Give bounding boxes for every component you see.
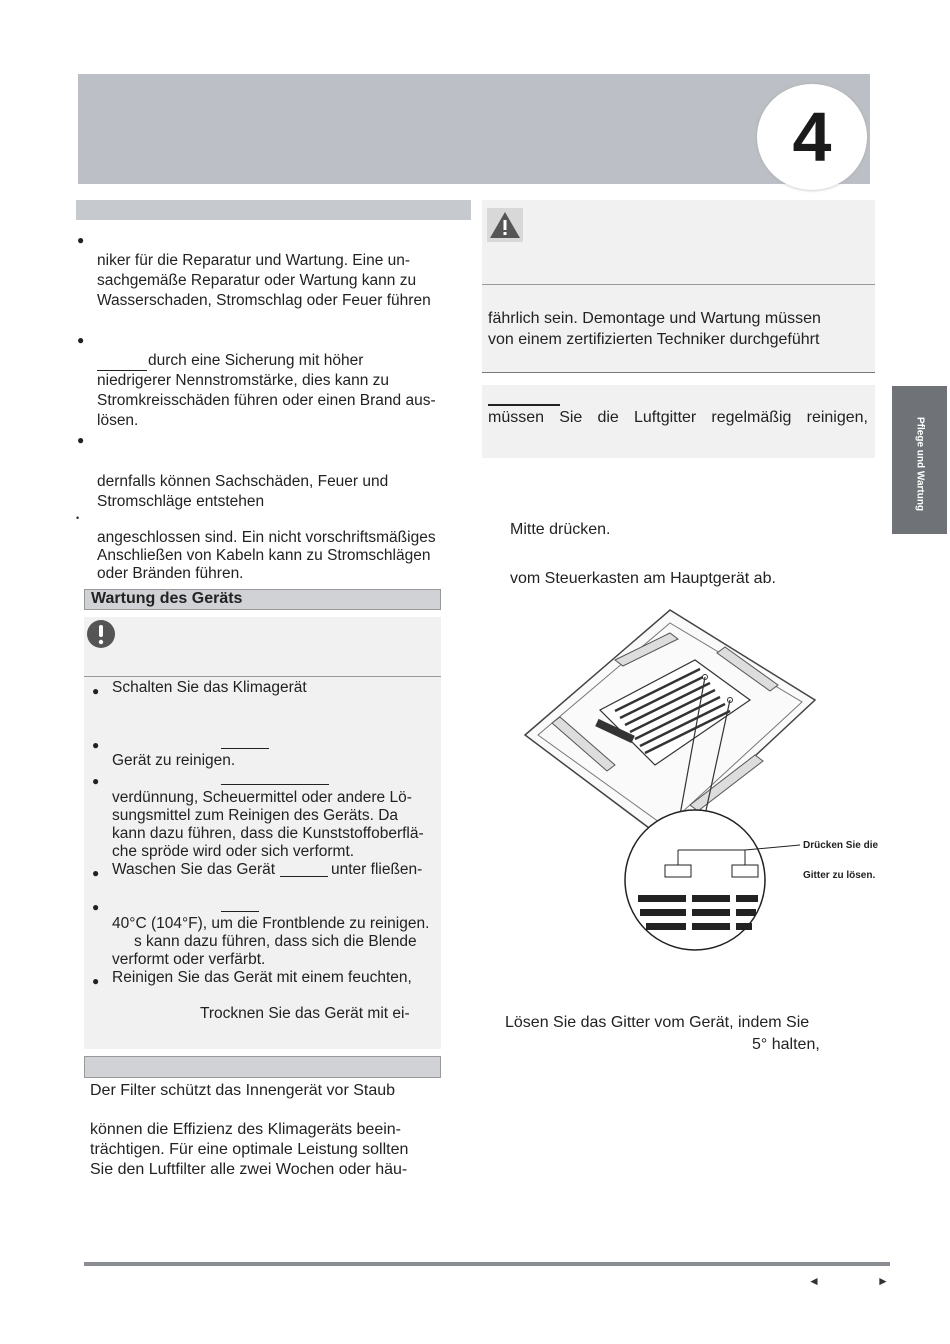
filter-line: trächtigen. Für eine optimale Leistung sollten <box>90 1141 409 1158</box>
bullet-dot: ● <box>77 233 85 247</box>
side-section-tab-label: Pflege und Wartung <box>914 416 926 512</box>
text-line: niedrigerer Nennstromstärke, dies kann zu <box>97 372 390 389</box>
bullet-dot: • <box>76 513 80 523</box>
underline-mark <box>488 404 560 406</box>
chapter-number: 4 <box>757 84 867 190</box>
bullet-dot: ● <box>92 684 100 698</box>
step-text: Lösen Sie das Gitter vom Gerät, indem Sie <box>505 1014 810 1031</box>
filter-line: können die Effizienz des Klimageräts beein- <box>90 1121 401 1138</box>
text-line: niker für die Reparatur und Wartung. Eine un- <box>97 252 411 269</box>
filter-heading-bar <box>84 1056 441 1078</box>
maintenance-line: unter fließen- <box>331 861 423 878</box>
footer-rule <box>84 1262 890 1266</box>
underline-mark <box>280 876 328 877</box>
text-line: angeschlossen sind. Ein nicht vorschriftsmäßiges <box>97 529 436 546</box>
underline-mark <box>221 911 259 912</box>
diagram-callout: Drücken Sie die <box>803 840 879 851</box>
next-page-icon[interactable]: ► <box>877 1274 889 1288</box>
filter-line: Sie den Luftfilter alle zwei Wochen oder häu- <box>90 1161 408 1178</box>
diagram-callout: Gitter zu lösen. <box>803 870 876 881</box>
bullet-dot: ● <box>92 974 100 988</box>
maintenance-line: verformt oder verfärbt. <box>112 951 266 968</box>
maintenance-line: kann dazu führen, dass die Kunststoffoberflä- <box>112 825 424 842</box>
maintenance-title: Wartung des Geräts <box>84 589 441 610</box>
maintenance-line: s kann dazu führen, dass sich die Blende <box>134 933 417 950</box>
text-line: lösen. <box>97 412 139 429</box>
info-icon <box>86 619 116 654</box>
step-text: Mitte drücken. <box>510 521 611 538</box>
step-text: vom Steuerkasten am Hauptgerät ab. <box>510 570 776 587</box>
cassette-diagram <box>520 605 820 955</box>
section-heading-bar <box>76 200 471 220</box>
underline-mark <box>221 784 329 785</box>
bullet-dot: ● <box>77 333 85 347</box>
note-line: müssen Sie die Luftgitter regelmäßig reinigen, <box>488 409 868 426</box>
warning-line: von einem zertifizierten Techniker durchgeführt <box>488 331 820 348</box>
step-text: 5° halten, <box>752 1036 820 1053</box>
bullet-dot: ● <box>92 774 100 788</box>
maintenance-line: Schalten Sie das Klimagerät <box>112 679 307 696</box>
previous-page-icon[interactable]: ◄ <box>808 1274 820 1288</box>
text-line: Stromschläge entstehen <box>97 493 265 510</box>
maintenance-line: verdünnung, Scheuermittel oder andere Lö- <box>112 789 412 806</box>
maintenance-line: che spröde wird oder sich verformt. <box>112 843 355 860</box>
text-line: dernfalls können Sachschäden, Feuer und <box>97 473 389 490</box>
maintenance-line: 40°C (104°F), um die Frontblende zu reinigen. <box>112 915 430 932</box>
underline-mark <box>221 748 269 749</box>
maintenance-line: Gerät zu reinigen. <box>112 752 236 769</box>
bullet-dot: ● <box>77 433 85 447</box>
warning-icon <box>487 208 523 247</box>
maintenance-line: sungsmittel zum Reinigen des Geräts. Da <box>112 807 399 824</box>
filter-line: Der Filter schützt das Innengerät vor Staub <box>90 1082 396 1099</box>
bullet-dot: ● <box>92 738 100 752</box>
maintenance-line: Reinigen Sie das Gerät mit einem feuchten, <box>112 969 412 986</box>
text-line: Stromkreisschäden führen oder einen Brand aus- <box>97 392 436 409</box>
panel-divider <box>482 372 875 373</box>
maintenance-line: Waschen Sie das Gerät <box>112 861 276 878</box>
chapter-header-band <box>78 74 870 184</box>
text-line: sachgemäße Reparatur oder Wartung kann zu <box>97 272 417 289</box>
text-line: oder Bränden führen. <box>97 565 244 582</box>
text-line: Anschließen von Kabeln kann zu Stromschlägen <box>97 547 431 564</box>
warning-line: fährlich sein. Demontage und Wartung müssen <box>488 310 821 327</box>
bullet-dot: ● <box>92 900 100 914</box>
text-line: Wasserschaden, Stromschlag oder Feuer führen <box>97 292 431 309</box>
maintenance-line: Trocknen Sie das Gerät mit ei- <box>200 1005 410 1022</box>
panel-divider <box>482 284 875 285</box>
panel-divider <box>84 676 441 677</box>
bullet-dot: ● <box>92 866 100 880</box>
text-line: durch eine Sicherung mit höher <box>148 352 364 369</box>
